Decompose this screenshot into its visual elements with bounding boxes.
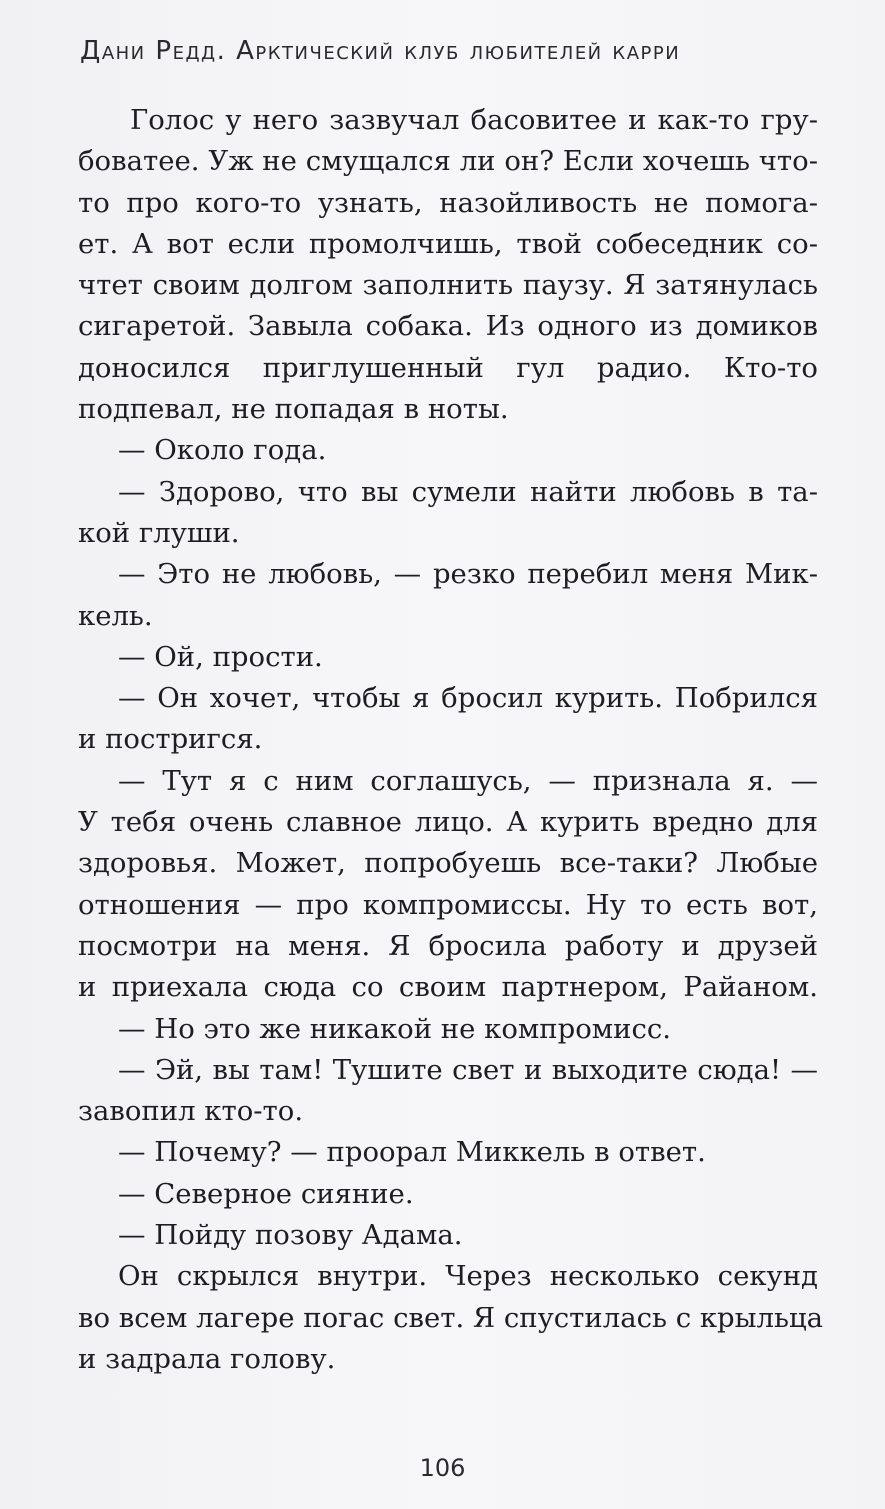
text-line: — Здорово, что вы сумели найти любовь в та- [118, 475, 818, 508]
text-line: боватее. Уж не смущался ли он? Если хочешь что- [78, 145, 818, 178]
text-line: и задрала голову. [78, 1342, 336, 1375]
text-line: во всем лагере погас свет. Я спустилась с крыльца [78, 1301, 824, 1334]
text-line: посмотри на меня. Я бросила работу и друзей [78, 929, 818, 962]
text-line: — Эй, вы там! Тушите свет и выходите сюда! — [118, 1053, 818, 1086]
text-line: подпевал, не попадая в ноты. [78, 393, 509, 426]
text-line: и приехала сюда со своим партнером, Райаном. [78, 971, 818, 1004]
text-line: — Ой, прости. [118, 640, 323, 673]
text-line: — Но это же никакой не компромисс. [118, 1012, 672, 1045]
text-line: здоровья. Может, попробуешь все-таки? Любые [78, 847, 818, 880]
text-line: сигаретой. Завыла собака. Из одного из домиков [78, 310, 818, 343]
text-line: — Он хочет, чтобы я бросил курить. Побрился [118, 682, 818, 715]
text-line: У тебя очень славное лицо. А курить вредно для [78, 806, 818, 839]
text-line: ет. А вот если промолчишь, твой собеседник со- [78, 227, 818, 260]
page-number: 106 [419, 1454, 466, 1482]
text-line: — Пойду позову Адама. [118, 1219, 463, 1252]
text-line: завопил кто-то. [78, 1095, 304, 1128]
text-line: Голос у него зазвучал басовитее и как-то гру- [130, 104, 818, 136]
text-line: и постригся. [78, 723, 263, 756]
running-head: Дани Редд. Арктический клуб любителей карри [80, 36, 681, 66]
text-line: — Это не любовь, — резко перебил меня Мик- [118, 558, 818, 591]
text-line: — Тут я с ним соглашусь, — признала я. — [118, 764, 818, 797]
body-text [78, 100, 824, 1380]
text-line: — Северное сияние. [118, 1177, 414, 1210]
text-line: то про кого-то узнать, назойливость не помога- [78, 186, 818, 219]
text-line: доносился приглушенный гул радио. Кто-то [78, 351, 818, 384]
text-line: кель. [78, 599, 153, 632]
text-line: кой глуши. [78, 516, 240, 549]
text-line: — Почему? — проорал Миккель в ответ. [118, 1136, 706, 1169]
text-line: Он скрылся внутри. Через несколько секунд [118, 1260, 818, 1293]
text-line: — Около года. [118, 434, 327, 467]
text-line: отношения — про компромиссы. Ну то есть вот, [78, 888, 818, 921]
text-line: чтет своим долгом заполнить паузу. Я затянулась [78, 269, 818, 302]
